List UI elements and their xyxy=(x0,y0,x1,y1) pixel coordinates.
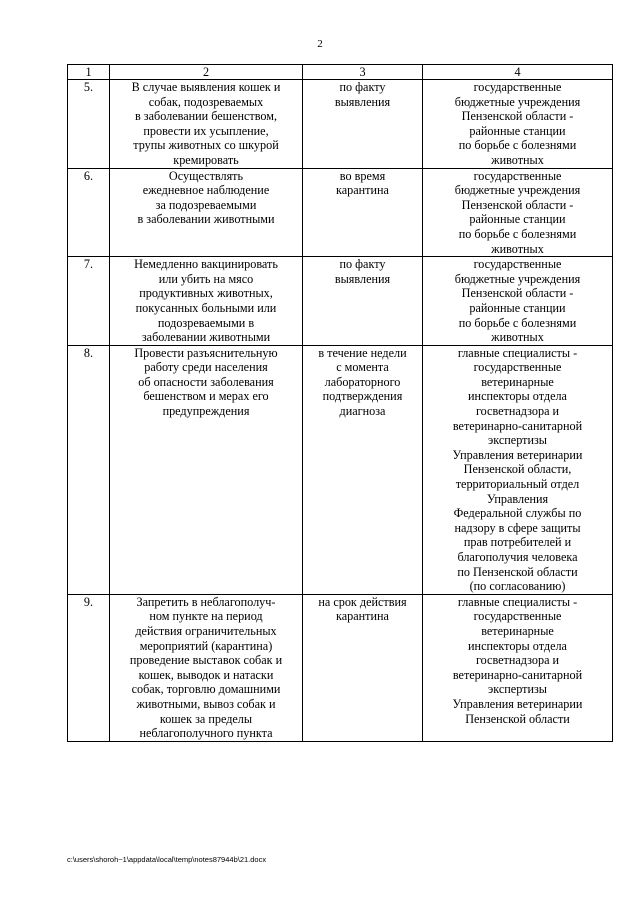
responsible-text: главные специалисты - государственные ветеринарные инспекторы отдела госветнадзора и ветеринарно-санитарной экспертизы Управления ветеринарии Пензенской области, территориальный отдел Управления Федеральной службы по надзору в сфере защиты прав потребителей и благополучия человека по Пензенской области (по согласованию) xyxy=(423,345,613,594)
measure-text: Немедленно вакцинировать или убить на мясо продуктивных животных, покусанных больными или подозреваемыми в заболевании животными xyxy=(110,257,303,346)
table-row xyxy=(68,257,613,346)
row-number: 6. xyxy=(68,168,110,257)
table-row xyxy=(68,168,613,257)
table-row xyxy=(68,80,613,169)
footer-file-path: c:\users\shoroh~1\appdata\local\temp\notes87944b\21.docx xyxy=(67,855,267,864)
term-text: во время карантина xyxy=(303,168,423,257)
table-row xyxy=(68,594,613,741)
table-row xyxy=(68,345,613,594)
term-text: в течение недели с момента лабораторного подтверждения диагноза xyxy=(303,345,423,594)
measure-text: В случае выявления кошек и собак, подозреваемых в заболевании бешенством, провести их усыпление, трупы животных со шкурой кремировать xyxy=(110,80,303,169)
measure-text: Запретить в неблагополуч- ном пункте на период действия ограничительных мероприятий (карантина) проведение выставок собак и кошек, выводок и натаски собак, торговлю домашними животными, вывоз собак и кошек за пределы неблагополучного пункта xyxy=(110,594,303,741)
term-text: на срок действия карантина xyxy=(303,594,423,741)
measure-text: Осуществлять ежедневное наблюдение за подозреваемыми в заболевании животными xyxy=(110,168,303,257)
row-number: 8. xyxy=(68,345,110,594)
responsible-text: государственные бюджетные учреждения Пензенской области - районные станции по борьбе с болезнями животных xyxy=(423,168,613,257)
term-text: по факту выявления xyxy=(303,80,423,169)
column-number-3: 3 xyxy=(303,65,423,80)
table-header-row xyxy=(68,65,613,80)
term-text: по факту выявления xyxy=(303,257,423,346)
column-number-4: 4 xyxy=(423,65,613,80)
column-number-2: 2 xyxy=(110,65,303,80)
row-number: 9. xyxy=(68,594,110,741)
responsible-text: государственные бюджетные учреждения Пензенской области - районные станции по борьбе с болезнями животных xyxy=(423,257,613,346)
responsible-text: главные специалисты - государственные ветеринарные инспекторы отдела госветнадзора и ветеринарно-санитарной экспертизы Управления ветеринарии Пензенской области xyxy=(423,594,613,741)
column-number-1: 1 xyxy=(68,65,110,80)
page-number: 2 xyxy=(317,38,323,50)
measures-table xyxy=(67,64,613,742)
row-number: 7. xyxy=(68,257,110,346)
row-number: 5. xyxy=(68,80,110,169)
measure-text: Провести разъяснительную работу среди населения об опасности заболевания бешенством и мерах его предупреждения xyxy=(110,345,303,594)
responsible-text: государственные бюджетные учреждения Пензенской области - районные станции по борьбе с болезнями животных xyxy=(423,80,613,169)
